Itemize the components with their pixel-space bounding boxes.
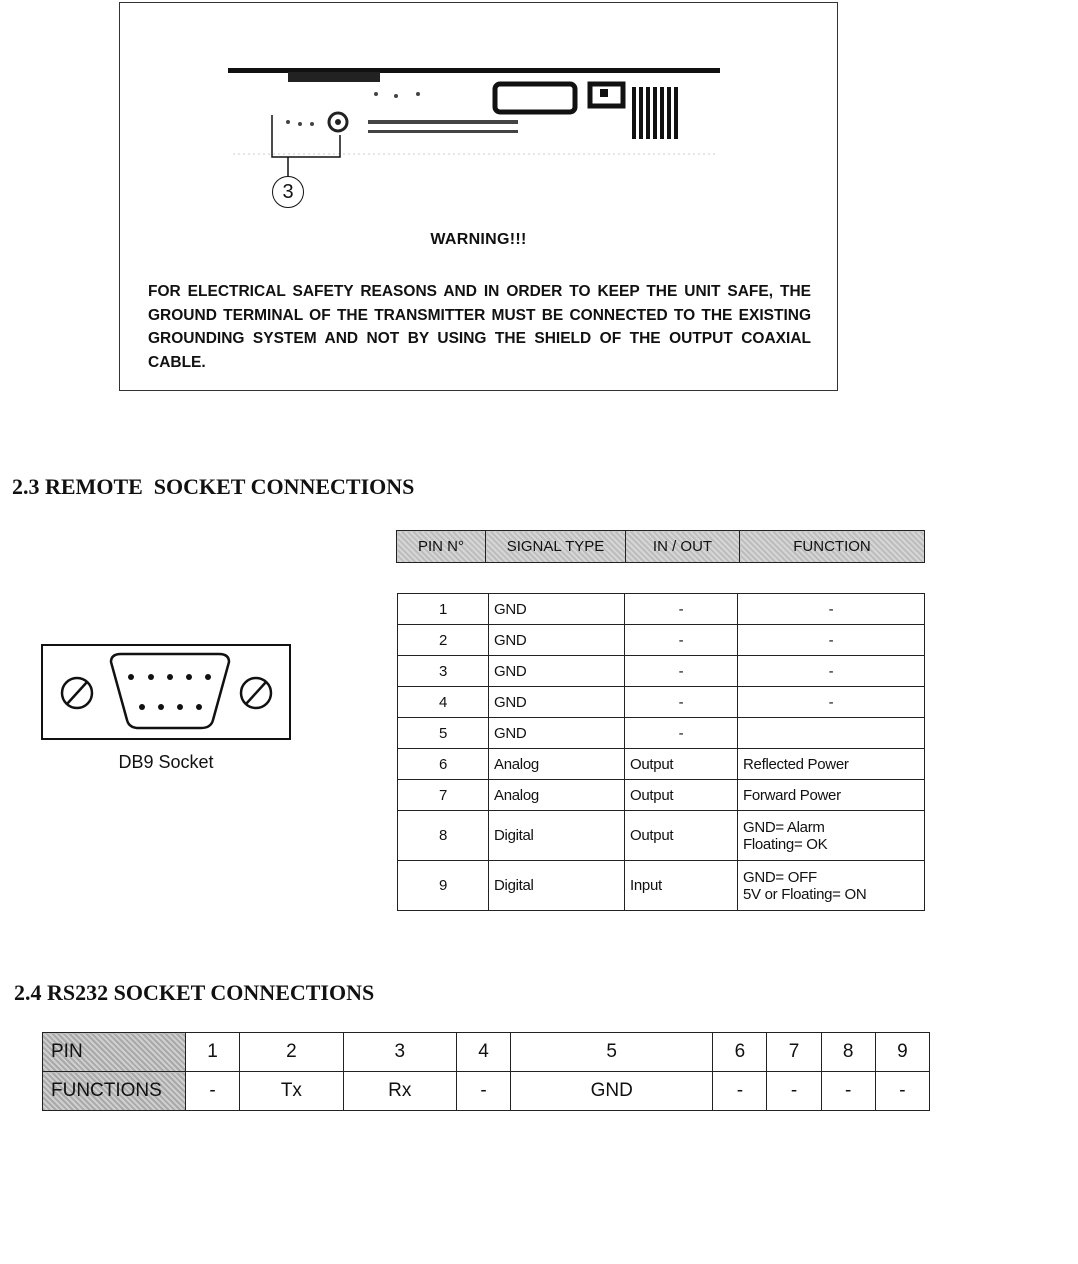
warning-title: WARNING!!! (430, 231, 527, 248)
signal-cell: Analog (489, 780, 625, 811)
warning-text: FOR ELECTRICAL SAFETY REASONS AND IN ORDER TO KEEP THE UNIT SAFE, THE GROUND TERMINAL OF THE TRANSMITTER MUST BE CONNECTED TO THE EXISTING GROUNDING SYSTEM AND NOT BY USING THE SHIELD OF THE OUTPUT COAXIAL CABLE. (148, 283, 811, 371)
pin-cell: 3 (398, 656, 489, 687)
io-cell: Input (625, 861, 738, 911)
pin-cell: 9 (398, 861, 489, 911)
table-row (398, 656, 925, 687)
io-cell: - (625, 718, 738, 749)
io-cell: - (625, 594, 738, 625)
pin-cell: 7 (767, 1033, 821, 1072)
signal-cell: Digital (489, 811, 625, 861)
io-cell: Output (625, 811, 738, 861)
remote-connections-table (397, 593, 925, 911)
pin-cell: 1 (398, 594, 489, 625)
header-function: FUNCTION (740, 531, 925, 563)
pin-cell: 9 (875, 1033, 929, 1072)
pin-cell: 3 (343, 1033, 456, 1072)
pin-cell: 8 (821, 1033, 875, 1072)
signal-cell: GND (489, 718, 625, 749)
function-line: 5V or Floating= ON (743, 885, 867, 903)
row-label-functions: FUNCTIONS (43, 1072, 186, 1111)
pin-cell: 2 (240, 1033, 343, 1072)
signal-cell: GND (489, 687, 625, 718)
function-cell: - (738, 625, 925, 656)
function-cell: - (713, 1072, 767, 1111)
remote-section-heading: 2.3 REMOTE SOCKET CONNECTIONS (12, 474, 415, 499)
function-line: Floating= OK (743, 835, 828, 853)
function-line: GND= OFF (743, 868, 817, 886)
pin-cell: 2 (398, 625, 489, 656)
rs232-connections-table (42, 1032, 930, 1111)
signal-cell: GND (489, 656, 625, 687)
io-cell: - (625, 656, 738, 687)
function-cell: Reflected Power (738, 749, 925, 780)
signal-cell: Analog (489, 749, 625, 780)
header-in-out: IN / OUT (626, 531, 740, 563)
function-cell: - (875, 1072, 929, 1111)
rs232-section-heading: 2.4 RS232 SOCKET CONNECTIONS (14, 980, 375, 1005)
table-row (398, 687, 925, 718)
row-label-pin: PIN (43, 1033, 186, 1072)
db9-socket-diagram (41, 644, 291, 740)
function-cell: GND (511, 1072, 713, 1111)
io-cell: - (625, 625, 738, 656)
table-row (398, 780, 925, 811)
pin-cell: 5 (511, 1033, 713, 1072)
pin-cell: 4 (456, 1033, 510, 1072)
table-row (398, 625, 925, 656)
table-row (398, 811, 925, 861)
table-row (43, 1033, 930, 1072)
function-cell: - (767, 1072, 821, 1111)
function-cell: - (738, 656, 925, 687)
signal-cell: GND (489, 625, 625, 656)
function-cell (738, 718, 925, 749)
header-pin: PIN N° (397, 531, 486, 563)
function-line: GND= Alarm (743, 818, 825, 836)
function-cell: - (738, 687, 925, 718)
header-signal-type: SIGNAL TYPE (486, 531, 626, 563)
pin-cell: 4 (398, 687, 489, 718)
db9-caption: DB9 Socket (118, 752, 214, 772)
table-row (398, 594, 925, 625)
function-cell: Tx (240, 1072, 343, 1111)
pin-cell: 6 (398, 749, 489, 780)
table-row (398, 861, 925, 911)
table-row (398, 718, 925, 749)
function-cell: Forward Power (738, 780, 925, 811)
io-cell: Output (625, 780, 738, 811)
function-cell: - (456, 1072, 510, 1111)
callout-number: 3 (272, 176, 304, 208)
function-cell: - (821, 1072, 875, 1111)
signal-cell: GND (489, 594, 625, 625)
pin-cell: 1 (186, 1033, 240, 1072)
io-cell: Output (625, 749, 738, 780)
pin-cell: 5 (398, 718, 489, 749)
function-cell: - (738, 594, 925, 625)
remote-table-header (396, 530, 925, 563)
table-row (43, 1072, 930, 1111)
function-cell: Rx (343, 1072, 456, 1111)
function-cell (738, 811, 925, 861)
pin-cell: 8 (398, 811, 489, 861)
table-row (398, 749, 925, 780)
function-cell: - (186, 1072, 240, 1111)
callout-leader-line (230, 115, 350, 185)
pin-cell: 7 (398, 780, 489, 811)
pin-cell: 6 (713, 1033, 767, 1072)
signal-cell: Digital (489, 861, 625, 911)
io-cell: - (625, 687, 738, 718)
function-cell (738, 861, 925, 911)
